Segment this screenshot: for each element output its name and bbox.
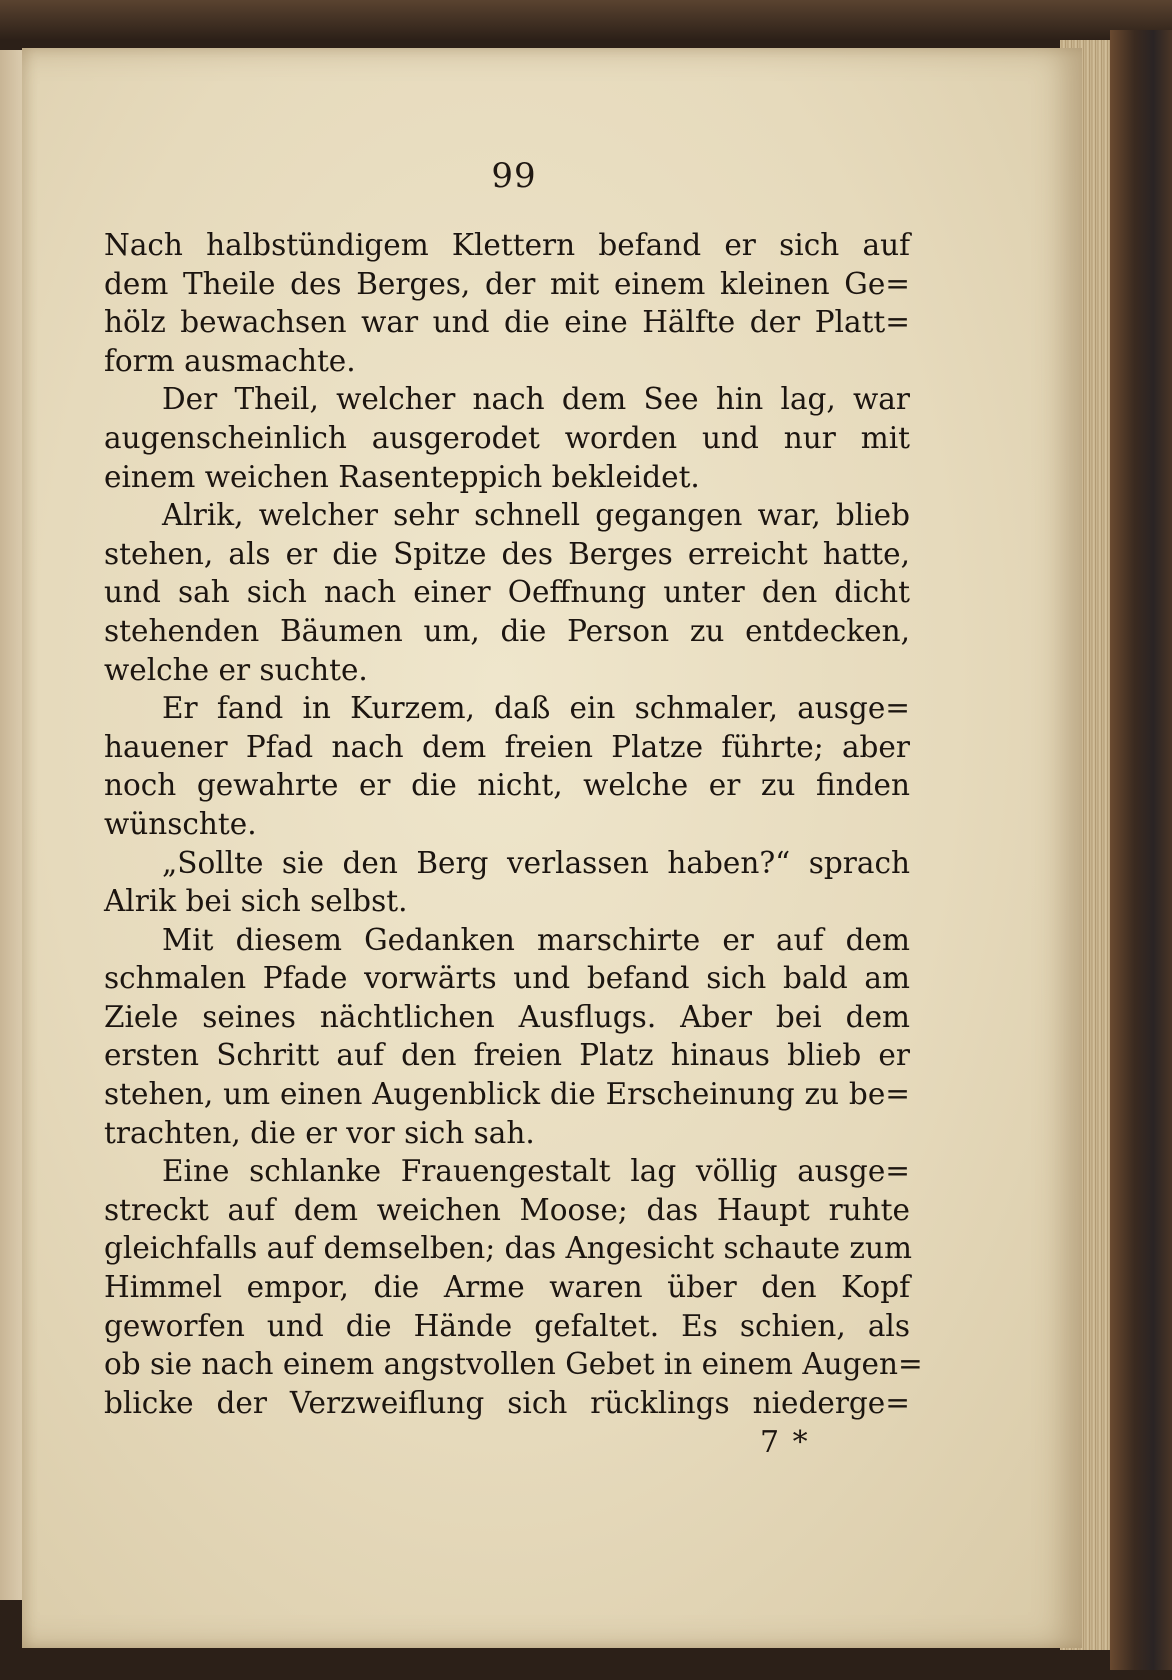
text-line: wünschte.	[104, 806, 257, 841]
text-line: blicke der Verzweiflung sich rücklings niederge=	[104, 1385, 910, 1420]
text-line: Der Theil, welcher nach dem See hin lag, war	[162, 382, 910, 417]
text-line: Ziele seines nächtlichen Ausflugs. Aber bei dem	[104, 999, 910, 1034]
printer-signature-mark: 7 *	[760, 1425, 810, 1460]
text-line: noch gewahrte er die nicht, welche er zu finden	[104, 768, 910, 803]
body-text	[104, 226, 923, 1422]
text-line: Mit diesem Gedanken marschirte er auf dem	[162, 922, 910, 957]
text-line: Nach halbstündigem Klettern befand er sich auf	[104, 228, 910, 262]
book-page	[22, 48, 1082, 1648]
text-line: form ausmachte.	[104, 343, 356, 378]
text-line: schmalen Pfade vorwärts und befand sich bald am	[104, 961, 910, 996]
text-line: gleichfalls auf demselben; das Angesicht schaute zum	[104, 1231, 912, 1266]
text-line: stehen, um einen Augenblick die Erscheinung zu be=	[104, 1077, 910, 1112]
text-line: welche er suchte.	[104, 652, 368, 687]
text-line: hölz bewachsen war und die eine Hälfte der Platt=	[104, 305, 910, 340]
book-binding	[1110, 30, 1172, 1670]
text-line: trachten, die er vor sich sah.	[104, 1115, 535, 1150]
text-line: Er fand in Kurzem, daß ein schmaler, ausge=	[162, 691, 910, 726]
text-line: geworfen und die Hände gefaltet. Es schien, als	[104, 1308, 910, 1343]
text-line: stehenden Bäumen um, die Person zu entdecken,	[104, 613, 910, 648]
book-cover-top	[0, 0, 1172, 40]
text-line: „Sollte sie den Berg verlassen haben?“ sprach	[162, 845, 910, 880]
facing-page-edge	[0, 50, 24, 1600]
text-line: hauener Pfad nach dem freien Platze führte; aber	[104, 729, 910, 764]
text-line: einem weichen Rasenteppich bekleidet.	[104, 459, 700, 494]
text-line: ersten Schritt auf den freien Platz hinaus blieb er	[104, 1038, 910, 1073]
text-line: Himmel empor, die Arme waren über den Kopf	[104, 1270, 910, 1305]
text-line: Alrik, welcher sehr schnell gegangen war, blieb	[162, 498, 910, 533]
page-number: 99	[491, 156, 537, 196]
text-line: dem Theile des Berges, der mit einem kleinen Ge=	[104, 266, 910, 301]
text-line: augenscheinlich ausgerodet worden und nur mit	[104, 420, 910, 455]
text-line: streckt auf dem weichen Moose; das Haupt ruhte	[104, 1192, 910, 1227]
text-line: und sah sich nach einer Oeffnung unter den dicht	[104, 575, 910, 610]
text-line: Alrik bei sich selbst.	[104, 884, 408, 919]
text-line: ob sie nach einem angstvollen Gebet in einem Augen=	[104, 1347, 923, 1382]
text-line: Eine schlanke Frauengestalt lag völlig ausge=	[162, 1154, 910, 1189]
text-line: stehen, als er die Spitze des Berges erreicht hatte,	[104, 536, 910, 571]
